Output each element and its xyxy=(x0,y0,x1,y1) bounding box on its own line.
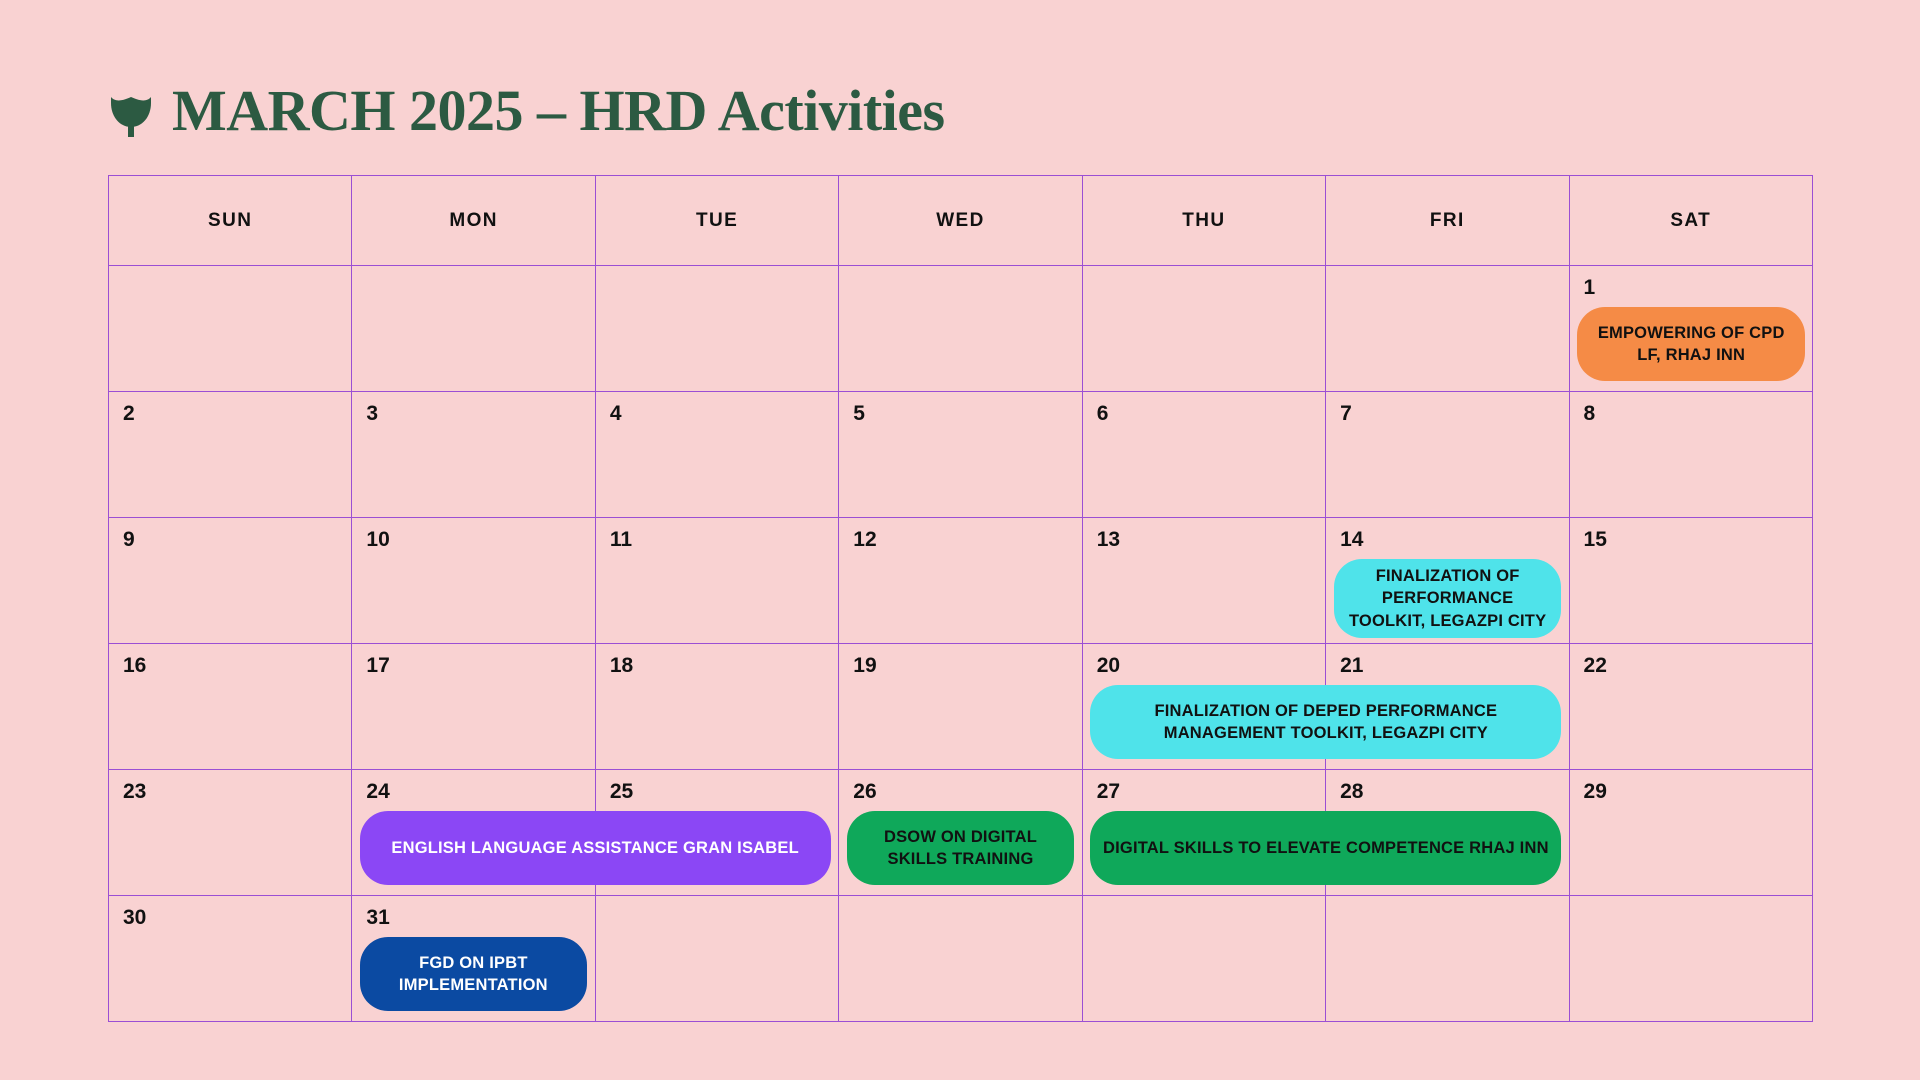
day-number: 23 xyxy=(123,780,147,803)
calendar-day-cell[interactable] xyxy=(352,644,595,770)
day-number: 4 xyxy=(609,402,622,425)
day-number: 7 xyxy=(1340,402,1352,425)
day-number: 27 xyxy=(1096,780,1121,803)
calendar-day-cell[interactable] xyxy=(1569,392,1812,518)
calendar-day-cell[interactable] xyxy=(1082,392,1325,518)
page-title-row xyxy=(108,78,945,143)
day-number: 26 xyxy=(853,780,877,803)
calendar-day-cell[interactable] xyxy=(595,392,838,518)
day-number: 16 xyxy=(123,654,147,677)
day-number: 10 xyxy=(366,528,390,551)
calendar-event-pill[interactable]: DSOW ON DIGITAL SKILLS TRAINING xyxy=(847,811,1075,885)
calendar-day-cell[interactable] xyxy=(109,518,352,644)
calendar-empty-cell xyxy=(1082,896,1325,1022)
calendar-event-pill[interactable]: ENGLISH LANGUAGE ASSISTANCE GRAN ISABEL xyxy=(360,811,831,885)
page-title: MARCH 2025 – HRD Activities xyxy=(172,78,945,143)
calendar-event-pill[interactable]: FINALIZATION OF PERFORMANCE TOOLKIT, LEGAZPI CITY xyxy=(1334,559,1562,638)
weekday-header-sun: SUN xyxy=(109,176,352,266)
day-number: 25 xyxy=(609,780,634,803)
day-number: 19 xyxy=(853,654,877,677)
day-number: 15 xyxy=(1583,528,1607,551)
day-number: 17 xyxy=(366,654,390,677)
calendar-day-cell[interactable] xyxy=(595,518,838,644)
day-number: 5 xyxy=(853,402,865,425)
calendar-empty-cell xyxy=(595,266,838,392)
day-number: 9 xyxy=(123,528,135,551)
day-number: 8 xyxy=(1583,402,1596,425)
weekday-header-mon: MON xyxy=(352,176,595,266)
day-number: 13 xyxy=(1096,528,1121,551)
day-number: 21 xyxy=(1340,654,1364,677)
calendar-empty-cell xyxy=(595,896,838,1022)
calendar-day-cell[interactable] xyxy=(839,392,1082,518)
calendar-day-cell[interactable] xyxy=(109,770,352,896)
day-number: 3 xyxy=(366,402,379,425)
weekday-header-sat: SAT xyxy=(1569,176,1812,266)
calendar-empty-cell xyxy=(109,266,352,392)
calendar-day-cell[interactable] xyxy=(839,518,1082,644)
calendar-day-cell[interactable] xyxy=(839,644,1082,770)
day-number: 6 xyxy=(1096,402,1109,425)
calendar-empty-cell xyxy=(352,266,595,392)
weekday-header-row xyxy=(109,176,1813,266)
calendar-day-cell[interactable] xyxy=(109,392,352,518)
calendar-empty-cell xyxy=(839,266,1082,392)
day-number: 20 xyxy=(1096,654,1121,677)
calendar-week-row xyxy=(109,392,1813,518)
day-number: 14 xyxy=(1340,528,1364,551)
day-number: 31 xyxy=(366,906,390,929)
weekday-header-fri: FRI xyxy=(1326,176,1569,266)
calendar-day-cell[interactable] xyxy=(1082,518,1325,644)
calendar-event-pill[interactable]: DIGITAL SKILLS TO ELEVATE COMPETENCE RHAJ INN xyxy=(1090,811,1561,885)
calendar-empty-cell xyxy=(1326,896,1569,1022)
weekday-header-thu: THU xyxy=(1082,176,1325,266)
calendar-day-cell[interactable] xyxy=(1569,770,1812,896)
day-number: 1 xyxy=(1583,276,1596,299)
calendar-day-cell[interactable] xyxy=(595,644,838,770)
calendar-day-cell[interactable] xyxy=(1569,518,1812,644)
calendar-event-pill[interactable]: FGD ON IPBT IMPLEMENTATION xyxy=(360,937,588,1011)
calendar-week-row xyxy=(109,266,1813,392)
day-number: 28 xyxy=(1340,780,1364,803)
calendar-day-cell[interactable] xyxy=(109,644,352,770)
calendar-day-cell[interactable] xyxy=(1569,644,1812,770)
day-number: 24 xyxy=(366,780,390,803)
calendar-empty-cell xyxy=(1326,266,1569,392)
calendar-day-cell[interactable] xyxy=(352,518,595,644)
day-number: 18 xyxy=(609,654,634,677)
weekday-header-tue: TUE xyxy=(595,176,838,266)
calendar-day-cell[interactable] xyxy=(109,896,352,1022)
calendar-event-pill[interactable]: EMPOWERING OF CPD LF, RHAJ INN xyxy=(1577,307,1805,381)
weekday-header-wed: WED xyxy=(839,176,1082,266)
tulip-icon xyxy=(108,83,154,139)
day-number: 22 xyxy=(1583,654,1607,677)
calendar-empty-cell xyxy=(1569,896,1812,1022)
calendar-empty-cell xyxy=(1082,266,1325,392)
day-number: 11 xyxy=(609,528,633,551)
calendar-day-cell[interactable] xyxy=(352,392,595,518)
day-number: 30 xyxy=(123,906,147,929)
day-number: 29 xyxy=(1583,780,1607,803)
calendar-body xyxy=(109,266,1813,1022)
calendar-day-cell[interactable] xyxy=(1326,392,1569,518)
calendar-event-pill[interactable]: FINALIZATION OF DEPED PERFORMANCE MANAGEMENT TOOLKIT, LEGAZPI CITY xyxy=(1090,685,1561,759)
day-number: 12 xyxy=(853,528,877,551)
calendar-empty-cell xyxy=(839,896,1082,1022)
day-number: 2 xyxy=(123,402,135,425)
